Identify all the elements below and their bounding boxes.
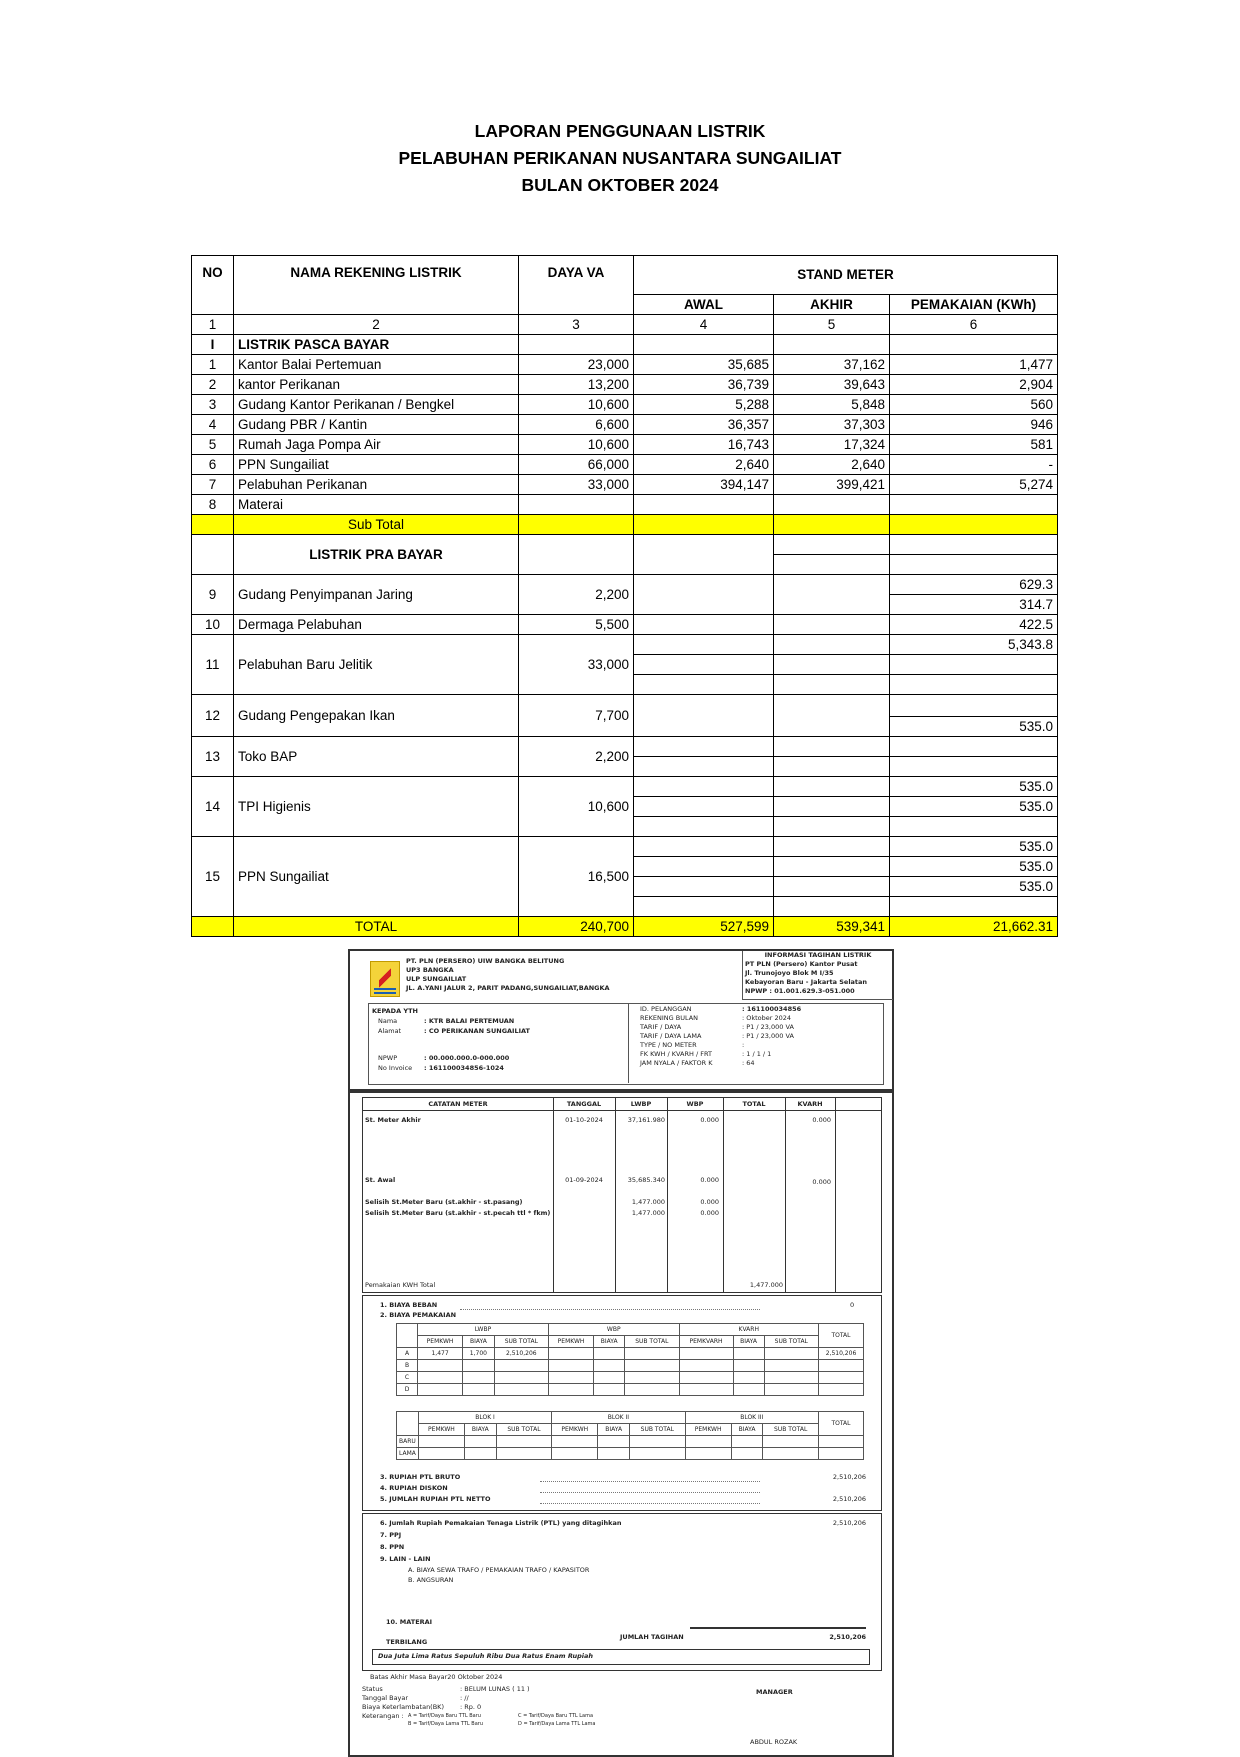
section-pra-bayar — [192, 535, 1058, 555]
colnum: 6 — [890, 315, 1058, 335]
row-no: 15 — [192, 837, 234, 917]
row-no: 9 — [192, 575, 234, 615]
ppn-label: 8. PPN — [380, 1543, 405, 1551]
row-awal: 36,357 — [634, 415, 774, 435]
row-pakai: - — [890, 455, 1058, 475]
meter-header: WBP — [686, 1100, 704, 1108]
row-nama: Kantor Balai Pertemuan — [234, 355, 519, 375]
sub-header: BIAYA — [733, 1336, 764, 1348]
sub-header: PEMKWH — [549, 1336, 594, 1348]
noinv-label: No Invoice — [378, 1064, 413, 1072]
row-label: C — [397, 1372, 418, 1384]
jumlah-ptl-label: 6. Jumlah Rupiah Pemakaian Tenaga Listrik (PTL) yang ditagihkan — [380, 1519, 622, 1527]
meter-header: CATATAN METER — [428, 1100, 488, 1108]
sub-header: SUB TOTAL — [764, 1336, 818, 1348]
sel2-wbp: 0.000 — [700, 1209, 719, 1217]
table-row — [192, 495, 1058, 515]
table-row — [192, 737, 1058, 757]
status-value: : BELUM LUNAS ( 11 ) — [460, 1685, 530, 1693]
info-line: PT PLN (Persero) Kantor Pusat — [745, 960, 858, 968]
total-akhir: 539,341 — [774, 917, 890, 937]
row-akhir: 2,640 — [774, 455, 890, 475]
row-awal: 5,288 — [634, 395, 774, 415]
row-nama: TPI Higienis — [234, 777, 519, 837]
title-line-3: BULAN OKTOBER 2024 — [521, 175, 719, 195]
row-pakai: 2,904 — [890, 375, 1058, 395]
row-daya: 33,000 — [519, 635, 634, 695]
colnum: 5 — [774, 315, 890, 335]
row-label: BARU — [397, 1436, 419, 1448]
ket-item: D = Tarif/Daya Lama TTL Lama — [518, 1721, 596, 1727]
sub-header: BIAYA — [594, 1336, 625, 1348]
right-value: : — [742, 1041, 745, 1049]
header-row — [192, 256, 1058, 295]
row-awal: 394,147 — [634, 475, 774, 495]
ket-item: A = Tarif/Daya Baru TTL Baru — [408, 1713, 481, 1719]
right-label: TYPE / NO METER — [640, 1041, 697, 1049]
row-akhir: 37,162 — [774, 355, 890, 375]
lwbp-awal: 35,685.340 — [627, 1176, 665, 1184]
pln-logo-icon — [370, 961, 400, 997]
row-daya: 2,200 — [519, 737, 634, 777]
info-line: Jl. Trunojoyo Blok M I/35 — [745, 969, 834, 977]
row-daya: 5,500 — [519, 615, 634, 635]
usage-table — [191, 255, 1058, 937]
lain-label: 9. LAIN - LAIN — [380, 1555, 431, 1563]
sub-header: PEMKWH — [418, 1424, 464, 1436]
biaya-table-1 — [396, 1323, 864, 1396]
header-stand-meter: STAND METER — [634, 256, 1058, 295]
company-address: JL. A.YANI JALUR 2, PARIT PADANG,SUNGAILIAT,BANGKA — [406, 984, 610, 992]
section-no: I — [192, 335, 234, 355]
row-no: 2 — [192, 375, 234, 395]
right-label: JAM NYALA / FAKTOR K — [640, 1059, 713, 1067]
rupiah-diskon-label: 4. RUPIAH DISKON — [380, 1484, 448, 1492]
kepada-label: KEPADA YTH — [372, 1007, 418, 1015]
sub-header: SUB TOTAL — [625, 1336, 679, 1348]
row-no: 13 — [192, 737, 234, 777]
right-value: : 1 / 1 / 1 — [742, 1050, 772, 1058]
company-ulp: ULP SUNGAILIAT — [406, 975, 467, 983]
table-row — [192, 615, 1058, 635]
total-header: TOTAL — [819, 1412, 864, 1436]
meter-header: TANGGAL — [566, 1100, 602, 1108]
right-value: : P1 / 23,000 VA — [742, 1032, 794, 1040]
sub-header: PEMKWH — [552, 1424, 598, 1436]
alamat-label: Alamat — [378, 1027, 402, 1035]
row-pakai: 560 — [890, 395, 1058, 415]
table-row — [192, 777, 1058, 797]
selisih-1: Selisih St.Meter Baru (st.akhir - st.pasang) — [365, 1198, 523, 1206]
rupiah-netto-label: 5. JUMLAH RUPIAH PTL NETTO — [380, 1495, 491, 1503]
colnum: 3 — [519, 315, 634, 335]
row-pakai: 5,274 — [890, 475, 1058, 495]
row-pakai: 946 — [890, 415, 1058, 435]
grp-blok: BLOK II — [552, 1412, 685, 1424]
section-label: LISTRIK PASCA BAYAR — [234, 335, 519, 355]
npwp-value: : 00.000.000.0-000.000 — [424, 1054, 510, 1062]
table-row — [192, 395, 1058, 415]
nama-label: Nama — [378, 1017, 398, 1025]
table-row — [192, 635, 1058, 655]
row-pakai: 535.0 — [890, 877, 1058, 897]
total-header: TOTAL — [819, 1324, 864, 1348]
info-line: Kebayoran Baru - Jakarta Selatan — [745, 978, 868, 986]
meter-header: LWBP — [630, 1100, 652, 1108]
row-pakai: 535.0 — [890, 837, 1058, 857]
table-row — [192, 695, 1058, 717]
row-pakai: 1,477 — [890, 355, 1058, 375]
info-title: INFORMASI TAGIHAN LISTRIK — [764, 951, 872, 959]
sel1-lwbp: 1,477.000 — [631, 1198, 665, 1206]
row-daya: 13,200 — [519, 375, 634, 395]
grp-wbp: WBP — [549, 1324, 680, 1336]
header-daya: DAYA VA — [519, 256, 634, 315]
row-nama: Gudang Penyimpanan Jaring — [234, 575, 519, 615]
sub-header: SUB TOTAL — [494, 1336, 548, 1348]
biaya-beban-value: 0 — [850, 1301, 855, 1309]
sel2-lwbp: 1,477.000 — [631, 1209, 665, 1217]
colnum: 2 — [234, 315, 519, 335]
row-nama: Toko BAP — [234, 737, 519, 777]
sub-header: SUB TOTAL — [630, 1424, 686, 1436]
status-value: : // — [460, 1694, 469, 1702]
grp-lwbp: LWBP — [418, 1324, 549, 1336]
header-no: NO — [192, 256, 234, 315]
row-daya: 10,600 — [519, 777, 634, 837]
subtotal-label: Sub Total — [234, 515, 519, 535]
row-nama: kantor Perikanan — [234, 375, 519, 395]
row-daya: 10,600 — [519, 395, 634, 415]
terbilang-value: Dua Juta Lima Ratus Sepuluh Ribu Dua Ratus Enam Rupiah — [378, 1652, 594, 1660]
invoice-header — [348, 949, 894, 1091]
total-pakai: 21,662.31 — [890, 917, 1058, 937]
row-nama: Materai — [234, 495, 519, 515]
sub-header: BIAYA — [731, 1424, 763, 1436]
sub-header: PEMKVARH — [679, 1336, 733, 1348]
row-no: 4 — [192, 415, 234, 435]
right-label: FK KWH / KVARH / FRT — [640, 1050, 712, 1058]
st-akhir-label: St. Meter Akhir — [365, 1116, 421, 1124]
row-pakai: 422.5 — [890, 615, 1058, 635]
pemakaian-total-label: Pemakaian KWH Total — [365, 1281, 436, 1289]
title-line-1: LAPORAN PENGGUNAAN LISTRIK — [474, 121, 766, 141]
header-akhir: AKHIR — [774, 295, 890, 315]
title-line-2: PELABUHAN PERIKANAN NUSANTARA SUNGAILIAT — [398, 148, 842, 168]
row-pakai: 535.0 — [890, 717, 1058, 737]
lain-b: B. ANGSURAN — [408, 1576, 454, 1584]
row-nama: Pelabuhan Baru Jelitik — [234, 635, 519, 695]
wbp-akhir: 0.000 — [700, 1116, 719, 1124]
row-no: 11 — [192, 635, 234, 695]
right-value: : 161100034856 — [742, 1005, 802, 1013]
st-awal-label: St. Awal — [365, 1176, 396, 1184]
table-row — [192, 837, 1058, 857]
row-pakai: 629.3 — [890, 575, 1058, 595]
tgl-akhir: 01-10-2024 — [565, 1116, 603, 1124]
rupiah-netto-value: 2,510,206 — [832, 1495, 866, 1503]
sub-header: SUB TOTAL — [496, 1424, 552, 1436]
right-value: : Oktober 2024 — [742, 1014, 792, 1022]
nama-value: : KTR BALAI PERTEMUAN — [424, 1017, 515, 1025]
colnum: 1 — [192, 315, 234, 335]
row-daya: 6,600 — [519, 415, 634, 435]
noinv-value: : 161100034856-1024 — [424, 1064, 504, 1072]
row-daya: 66,000 — [519, 455, 634, 475]
sub-header: PEMKWH — [418, 1336, 463, 1348]
row-daya: 16,500 — [519, 837, 634, 917]
row-daya: 23,000 — [519, 355, 634, 375]
row-akhir: 5,848 — [774, 395, 890, 415]
right-label: TARIF / DAYA — [640, 1023, 682, 1031]
status-value: : Rp. 0 — [460, 1703, 482, 1711]
table-row — [192, 455, 1058, 475]
row-pakai: 535.0 — [890, 797, 1058, 817]
row-no: 14 — [192, 777, 234, 837]
grp-blok: BLOK I — [418, 1412, 551, 1424]
total-label: TOTAL — [234, 917, 519, 937]
rupiah-bruto-value: 2,510,206 — [832, 1473, 866, 1481]
lain-a: A. BIAYA SEWA TRAFO / PEMAKAIAN TRAFO / KAPASITOR — [408, 1566, 590, 1574]
biaya-beban-label: 1. BIAYA BEBAN — [380, 1301, 438, 1309]
table-row — [192, 475, 1058, 495]
sub-header: BIAYA — [598, 1424, 630, 1436]
tgl-awal: 01-09-2024 — [565, 1176, 603, 1184]
right-label: ID. PELANGGAN — [640, 1005, 692, 1013]
row-awal: 16,743 — [634, 435, 774, 455]
table-row — [192, 435, 1058, 455]
pemakaian-total-value: 1,477.000 — [749, 1281, 783, 1289]
row-awal: 2,640 — [634, 455, 774, 475]
row-pakai: 535.0 — [890, 777, 1058, 797]
row-nama: Gudang Kantor Perikanan / Bengkel — [234, 395, 519, 415]
row-no: 1 — [192, 355, 234, 375]
row-no: 6 — [192, 455, 234, 475]
row-nama: Dermaga Pelabuhan — [234, 615, 519, 635]
row-label: B — [397, 1360, 418, 1372]
status-label: Biaya Keterlambatan(BK) — [362, 1703, 444, 1711]
info-line: NPWP : 01.001.629.3-051.000 — [745, 987, 855, 995]
row-pakai: 581 — [890, 435, 1058, 455]
selisih-2: Selisih St.Meter Baru (st.akhir - st.pecah ttl * fkm) — [365, 1209, 551, 1217]
row-akhir: 17,324 — [774, 435, 890, 455]
row-akhir: 37,303 — [774, 415, 890, 435]
ppj-label: 7. PPJ — [380, 1531, 402, 1539]
row-nama: Rumah Jaga Pompa Air — [234, 435, 519, 455]
sel1-wbp: 0.000 — [700, 1198, 719, 1206]
jumlah-ptl-value: 2,510,206 — [832, 1519, 866, 1527]
grp-kvarh: KVARH — [679, 1324, 819, 1336]
row-nama: PPN Sungailiat — [234, 837, 519, 917]
table-row — [192, 355, 1058, 375]
row-pakai: 314.7 — [890, 595, 1058, 615]
rowA-pem: 1,477 — [418, 1348, 463, 1360]
row-nama: Gudang PBR / Kantin — [234, 415, 519, 435]
meter-notes — [348, 1091, 894, 1757]
terbilang-label: TERBILANG — [386, 1638, 428, 1646]
ket-item: C = Tarif/Daya Baru TTL Lama — [518, 1713, 594, 1719]
sub-header: BIAYA — [463, 1336, 495, 1348]
row-nama: PPN Sungailiat — [234, 455, 519, 475]
row-no: 3 — [192, 395, 234, 415]
row-akhir: 399,421 — [774, 475, 890, 495]
manager-name: ABDUL ROZAK — [750, 1738, 798, 1746]
biaya-pemakaian-label: 2. BIAYA PEMAKAIAN — [380, 1311, 457, 1319]
biaya-table-2 — [396, 1411, 864, 1460]
table-row — [192, 415, 1058, 435]
row-no: 10 — [192, 615, 234, 635]
sub-header: SUB TOTAL — [763, 1424, 819, 1436]
lwbp-akhir: 37,161.980 — [627, 1116, 665, 1124]
row-awal: 35,685 — [634, 355, 774, 375]
row-pakai: 535.0 — [890, 857, 1058, 877]
grp-blok: BLOK III — [685, 1412, 818, 1424]
row-no: 12 — [192, 695, 234, 737]
report-title — [0, 118, 1240, 199]
total-awal: 527,599 — [634, 917, 774, 937]
row-label: D — [397, 1384, 418, 1396]
section-pasca-bayar — [192, 335, 1058, 355]
header-nama: NAMA REKENING LISTRIK — [234, 256, 519, 315]
kvarh-akhir: 0.000 — [812, 1116, 831, 1124]
header-awal: AWAL — [634, 295, 774, 315]
row-awal: 36,739 — [634, 375, 774, 395]
rupiah-bruto-label: 3. RUPIAH PTL BRUTO — [380, 1473, 461, 1481]
rowA-total: 2,510,206 — [819, 1348, 864, 1360]
rowA-sub: 2,510,206 — [494, 1348, 548, 1360]
status-label: Keterangan : — [362, 1712, 404, 1720]
right-value: : P1 / 23,000 VA — [742, 1023, 794, 1031]
jumlah-tagihan-value: 2,510,206 — [829, 1633, 866, 1641]
section-label: LISTRIK PRA BAYAR — [234, 535, 519, 575]
pln-invoice — [348, 949, 892, 1757]
sub-header: BIAYA — [464, 1424, 496, 1436]
kvarh-awal: 0.000 — [812, 1178, 831, 1186]
alamat-value: : CO PERIKANAN SUNGAILIAT — [424, 1027, 530, 1035]
company-up3: UP3 BANGKA — [406, 966, 454, 974]
colnum: 4 — [634, 315, 774, 335]
right-label: REKENING BULAN — [640, 1014, 699, 1022]
status-label: Status — [362, 1685, 383, 1693]
row-no: 5 — [192, 435, 234, 455]
row-daya: 10,600 — [519, 435, 634, 455]
right-label: TARIF / DAYA LAMA — [640, 1032, 702, 1040]
company-name: PT. PLN (PERSERO) UIW BANGKA BELITUNG — [406, 957, 565, 965]
row-daya: 7,700 — [519, 695, 634, 737]
status-label: Tanggal Bayar — [362, 1694, 409, 1702]
row-akhir: 39,643 — [774, 375, 890, 395]
manager-label: MANAGER — [756, 1688, 793, 1696]
subtotal-row — [192, 515, 1058, 535]
row-label: A — [397, 1348, 418, 1360]
jumlah-tagihan-label: JUMLAH TAGIHAN — [620, 1633, 684, 1641]
row-nama: Gudang Pengepakan Ikan — [234, 695, 519, 737]
batas-akhir: Batas Akhir Masa Bayar20 Oktober 2024 — [370, 1673, 503, 1681]
table-row — [192, 575, 1058, 595]
column-number-row — [192, 315, 1058, 335]
npwp-label: NPWP — [378, 1054, 398, 1062]
total-daya: 240,700 — [519, 917, 634, 937]
table-row — [192, 375, 1058, 395]
right-value: : 64 — [742, 1059, 755, 1067]
row-daya: 33,000 — [519, 475, 634, 495]
sub-header: PEMKWH — [685, 1424, 731, 1436]
row-no: 8 — [192, 495, 234, 515]
row-label: LAMA — [397, 1448, 419, 1460]
rowA-biaya: 1,700 — [463, 1348, 495, 1360]
materai-label: 10. MATERAI — [386, 1618, 433, 1626]
row-no: 7 — [192, 475, 234, 495]
wbp-awal: 0.000 — [700, 1176, 719, 1184]
meter-header: KVARH — [797, 1100, 823, 1108]
row-pakai: 5,343.8 — [890, 635, 1058, 655]
meter-header: TOTAL — [742, 1100, 766, 1108]
row-nama: Pelabuhan Perikanan — [234, 475, 519, 495]
row-daya: 2,200 — [519, 575, 634, 615]
total-row — [192, 917, 1058, 937]
ket-item: B = Tarif/Daya Lama TTL Baru — [408, 1721, 483, 1727]
header-pemakaian: PEMAKAIAN (KWh) — [890, 295, 1058, 315]
